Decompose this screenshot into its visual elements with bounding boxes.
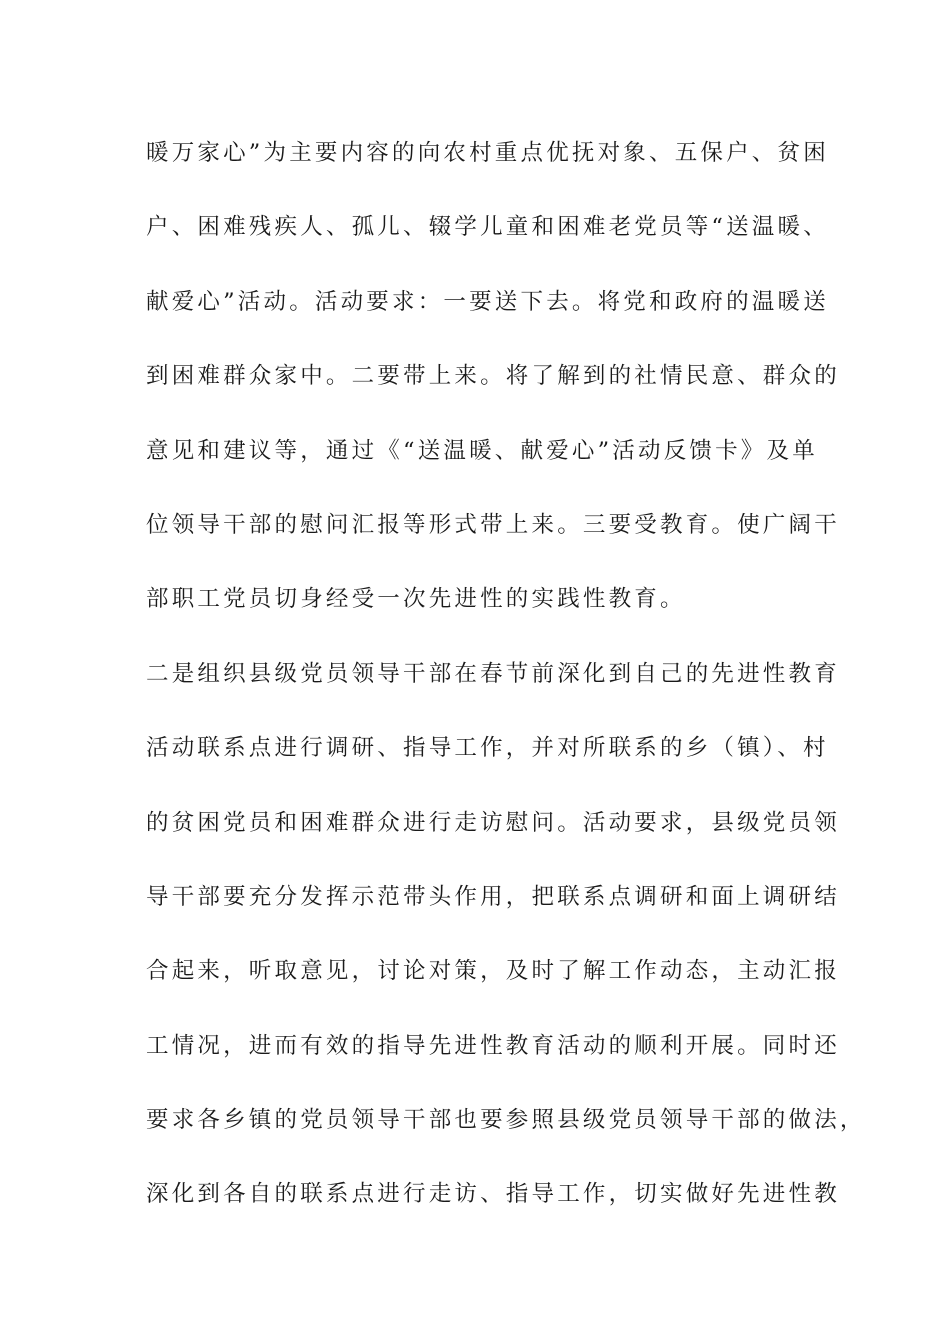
text-line: 到困难群众家中。二要带上来。将了解到的社情民意、群众的 [146,363,840,390]
text-line: 活动联系点进行调研、指导工作，并对所联系的乡（镇）、村 [146,735,829,762]
text-line: 暖万家心”为主要内容的向农村重点优抚对象、五保户、贫困 [146,140,829,166]
text-line: 的贫困党员和困难群众进行走访慰问。活动要求，县级党员领 [146,809,840,836]
text-line: 要求各乡镇的党员领导干部也要参照县级党员领导干部的做法， [146,1107,866,1134]
text-line: 位领导干部的慰问汇报等形式带上来。三要受教育。使广阔干 [146,511,840,538]
text-line: 工情况，进而有效的指导先进性教育活动的顺利开展。同时还 [146,1032,840,1059]
text-line: 部职工党员切身经受一次先进性的实践性教育。 [146,586,686,613]
body-text [146,133,866,1249]
text-line: 意见和建议等，通过《“送温暖、献爱心”活动反馈卡》及单 [146,437,818,464]
text-line: 二是组织县级党员领导干部在春节前深化到自己的先进性教育 [146,660,840,687]
text-line: 献爱心”活动。活动要求：一要送下去。将党和政府的温暖送 [146,288,829,315]
text-line: 导干部要充分发挥示范带头作用，把联系点调研和面上调研结 [146,883,840,910]
text-line: 户、困难残疾人、孤儿、辍学儿童和困难老党员等“送温暖、 [146,214,829,241]
text-line: 合起来，听取意见，讨论对策，及时了解工作动态，主动汇报 [146,958,840,985]
text-line: 深化到各自的联系点进行走访、指导工作，切实做好先进性教 [146,1181,840,1208]
